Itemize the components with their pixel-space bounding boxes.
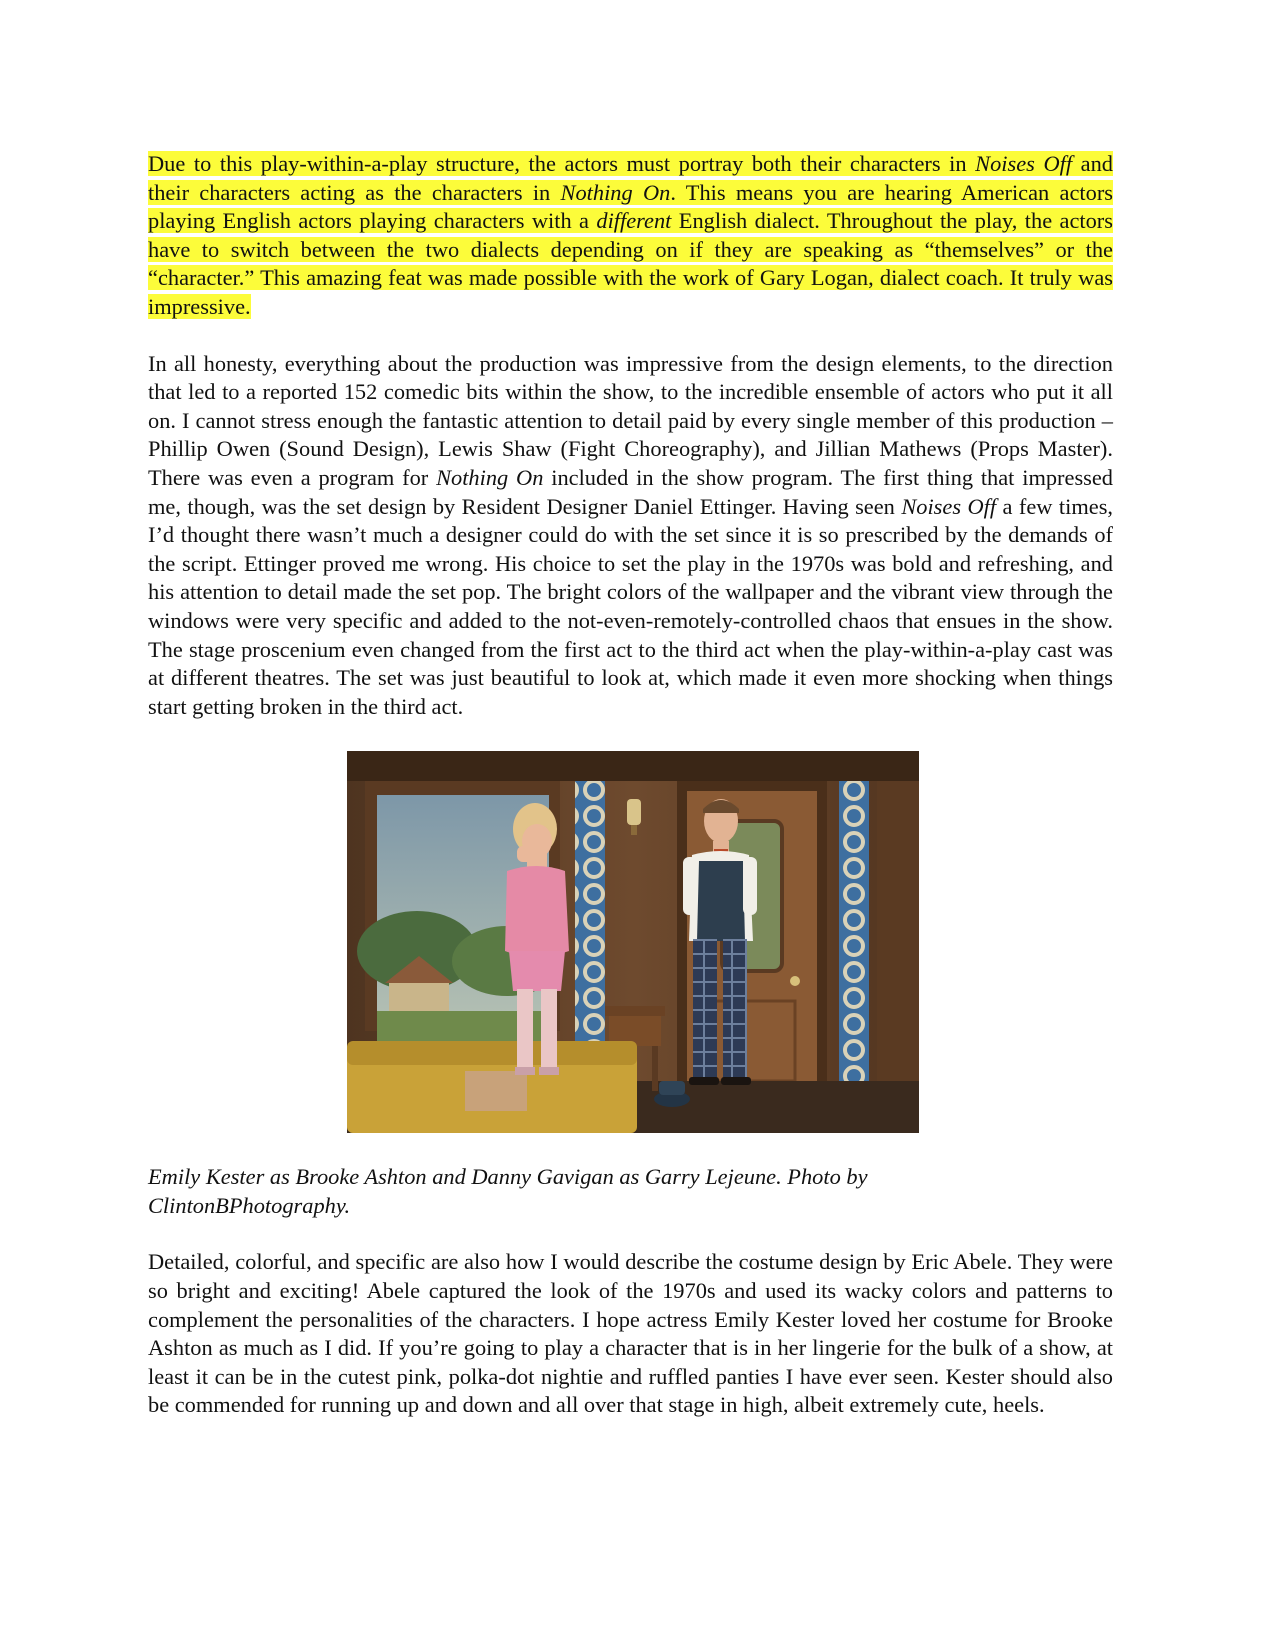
stage-photo-illustration (347, 751, 919, 1133)
paragraph-costume: Detailed, colorful, and specific are also how I would describe the costume design by Eric Abele. They were so bright and exciting! Abele captured the look of the 1970s and used its wacky colors and patterns to complement the personalities of the characters. I hope actress Emily Kester loved her costume for Brooke Ashton as much as I did. If you’re going to play a character that is in her lingerie for the bulk of a show, at least it can be in the cutest pink, polka-dot nightie and ruffled panties I have ever seen. Kester should also be commended for running up and down and all over that stage in high, albeit extremely cute, heels. (148, 1249, 1113, 1418)
p1-seg-4: . This means you are hearing American actors playing English actors playing characters with a (148, 179, 1113, 234)
highlighted-text (148, 151, 1113, 319)
p1-title-noises-off: Noises Off (975, 151, 1073, 176)
production-photo (347, 751, 919, 1133)
p1-seg-6: English dialect. Throughout the play, the actors have to switch between the two dialects depending on if they are speaking as “themselves” or the “character.” This amazing feat was made possible with the work of Gary Logan, dialect coach. It truly was impressive. (148, 208, 1113, 319)
paragraph-production (148, 350, 1113, 722)
p2-seg-0: In all honesty, everything about the production was impressive from the design elements, to the direction that led to a reported 152 comedic bits within the show, to the incredible ensemble of actors who put it all on. I cannot stress enough the fantastic attention to detail paid by every single member of this production – Phillip Owen (Sound Design), Lewis Shaw (Fight Choreography), and Jillian Mathews (Props Master). There was even a program for (148, 350, 1113, 490)
p1-seg-0: Due to this play-within-a-play structure, the actors must portray both their characters in (148, 151, 976, 176)
p1-title-nothing-on: Nothing On (560, 179, 671, 205)
p1-word-different: different (596, 208, 672, 234)
paragraph-highlighted (148, 150, 1113, 322)
patterned-panel (575, 781, 605, 1051)
p2-seg-2: included in the show program. The first thing that impressed me, though, was the set design by Resident Designer Daniel Ettinger. Having seen (148, 464, 1114, 519)
p2-title-nothing-on: Nothing On (436, 464, 544, 490)
document-page (148, 150, 1113, 1420)
p1-seg-2: and their characters acting as the characters in (148, 151, 1113, 205)
p2-seg-4: a few times, I’d thought there wasn’t much a designer could do with the set since it is so prescribed by the demands of the script. Ettinger proved me wrong. His choice to set the play in the 1970s was bold and refreshing, and his attention to detail made the set pop. The bright colors of the wallpaper and the vibrant view through the windows were very specific and added to the not-even-remotely-controlled chaos that ensues in the show. The stage proscenium even changed from the first act to the third act when the play-within-a-play cast was at different theatres. The set was just beautiful to look at, which made it even more shocking when things start getting broken in the third act. (148, 493, 1113, 719)
p2-title-noises-off: Noises Off (901, 493, 997, 519)
photo-caption: Emily Kester as Brooke Ashton and Danny Gavigan as Garry Lejeune. Photo by ClintonBPhotography. (148, 1164, 868, 1218)
